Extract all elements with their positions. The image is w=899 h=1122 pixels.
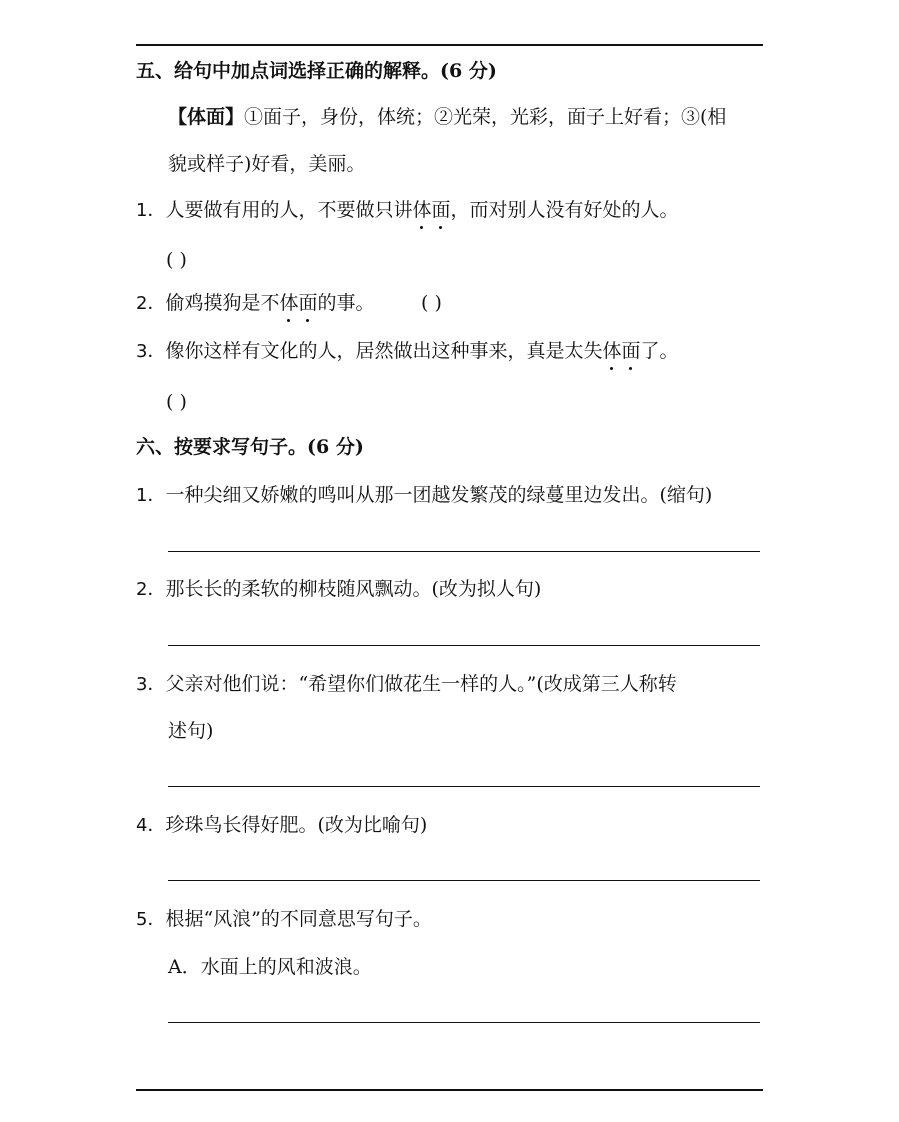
answer-paren-1[interactable]: ( ) xyxy=(166,249,187,271)
definition-term: 【体面】 xyxy=(168,106,245,128)
question-number: 4． xyxy=(136,815,166,836)
s6-question-3: 3．父亲对他们说：“希望你们做花生一样的人。”(改成第三人称转 xyxy=(136,673,677,695)
top-rule xyxy=(136,44,763,46)
question-number: 3． xyxy=(136,341,166,362)
s6-question-2: 2．那长长的柔软的柳枝随风飘动。(改为拟人句) xyxy=(136,578,542,600)
definition-text-1: ①面子，身份，体统；②光荣，光彩，面子上好看；③(相 xyxy=(244,106,727,128)
s5-question-3: 3．像你这样有文化的人，居然做出这种事来，真是太失体面了。 xyxy=(136,337,679,366)
dotted-char: 体 xyxy=(602,337,621,365)
dotted-char: 面 xyxy=(298,289,317,317)
answer-line-1[interactable] xyxy=(168,551,760,552)
question-number: 5． xyxy=(136,909,166,930)
answer-line-5[interactable] xyxy=(168,1022,760,1023)
bottom-rule xyxy=(136,1089,763,1091)
answer-line-4[interactable] xyxy=(168,880,760,881)
dotted-char: 面 xyxy=(621,337,640,365)
question-number: 1． xyxy=(136,200,166,221)
answer-line-3[interactable] xyxy=(168,786,760,787)
s5-question-1: 1．人要做有用的人，不要做只讲体面，而对别人没有好处的人。 xyxy=(136,196,679,225)
definition-line-1 xyxy=(168,103,726,131)
s6-question-1: 1．一种尖细又娇嫩的鸣叫从那一团越发繁茂的绿蔓里边发出。(缩句) xyxy=(136,484,713,506)
dotted-char: 体 xyxy=(412,196,431,224)
question-number: 3． xyxy=(136,674,166,695)
section-6-title: 六、按要求写句子。(6 分) xyxy=(136,436,364,458)
s6-question-3-cont: 述句) xyxy=(168,720,214,742)
definition-line-2: 貌或样子)好看，美丽。 xyxy=(168,153,366,175)
answer-paren-3[interactable]: ( ) xyxy=(166,391,187,413)
s6-question-5-sub-a: A．水面上的风和波浪。 xyxy=(168,956,372,978)
question-number: 1． xyxy=(136,485,166,506)
answer-paren-2[interactable]: ( ) xyxy=(421,292,442,314)
dotted-char: 面 xyxy=(431,196,450,224)
question-number: 2． xyxy=(136,293,166,314)
dotted-char: 体 xyxy=(279,289,298,317)
answer-line-2[interactable] xyxy=(168,645,760,646)
s6-question-5: 5．根据“风浪”的不同意思写句子。 xyxy=(136,908,432,930)
s6-question-4: 4．珍珠鸟长得好肥。(改为比喻句) xyxy=(136,814,428,836)
section-5-title: 五、给句中加点词选择正确的解释。(6 分) xyxy=(136,60,497,82)
question-number: 2． xyxy=(136,579,166,600)
s5-question-2: 2．偷鸡摸狗是不体面的事。 xyxy=(136,289,375,318)
